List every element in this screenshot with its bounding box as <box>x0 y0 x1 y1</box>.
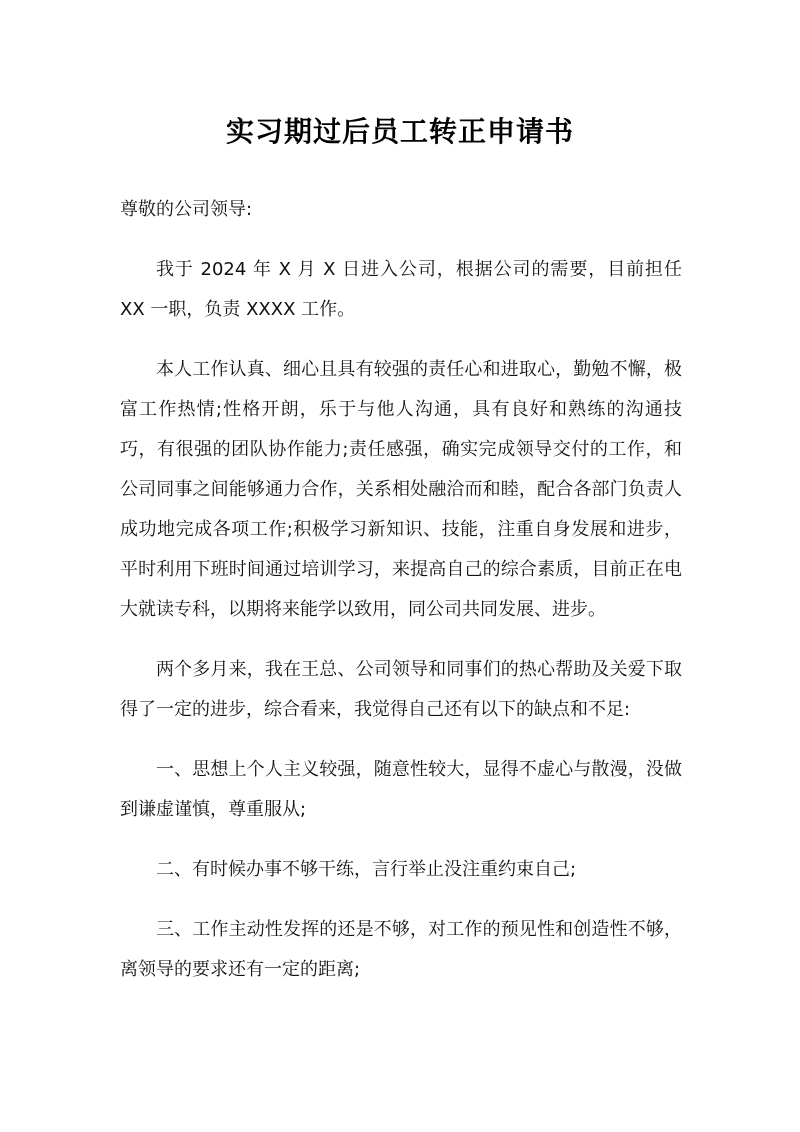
paragraph-self-assessment: 本人工作认真、细心且具有较强的责任心和进取心，勤勉不懈，极富工作热情;性格开朗，乐于与他人沟通，具有良好和熟练的沟通技巧，有很强的团队协作能力;责任感强，确实完成领导交付的工作，和公司同事之间能够通力合作，关系相处融洽而和睦，配合各部门负责人成功地完成各项工作;积极学习新知识、技能，注重自身发展和进步，平时利用下班时间通过培训学习，来提高自己的综合素质，目前正在电大就读专科，以期将来能学以致用，同公司共同发展、进步。 <box>120 359 682 620</box>
paragraph-shortcoming-1: 一、思想上个人主义较强，随意性较大，显得不虚心与散漫，没做到谦虚谨慎，尊重服从; <box>120 759 682 820</box>
paragraph-progress-summary: 两个多月来，我在王总、公司领导和同事们的热心帮助及关爱下取得了一定的进步，综合看来，我觉得自己还有以下的缺点和不足: <box>120 659 682 720</box>
document-body <box>120 190 682 1010</box>
document-title: 实习期过后员工转正申请书 <box>225 115 574 148</box>
paragraph-introduction: 我于 2024 年 X 月 X 日进入公司，根据公司的需要，目前担任 XX 一职，负责 XXXX 工作。 <box>120 259 682 320</box>
paragraph-shortcoming-2: 二、有时候办事不够干练，言行举止没注重约束自己; <box>156 859 577 880</box>
paragraph-shortcoming-3: 三、工作主动性发挥的还是不够，对工作的预见性和创造性不够，离领导的要求还有一定的距离; <box>120 919 682 980</box>
salutation: 尊敬的公司领导: <box>120 199 253 220</box>
